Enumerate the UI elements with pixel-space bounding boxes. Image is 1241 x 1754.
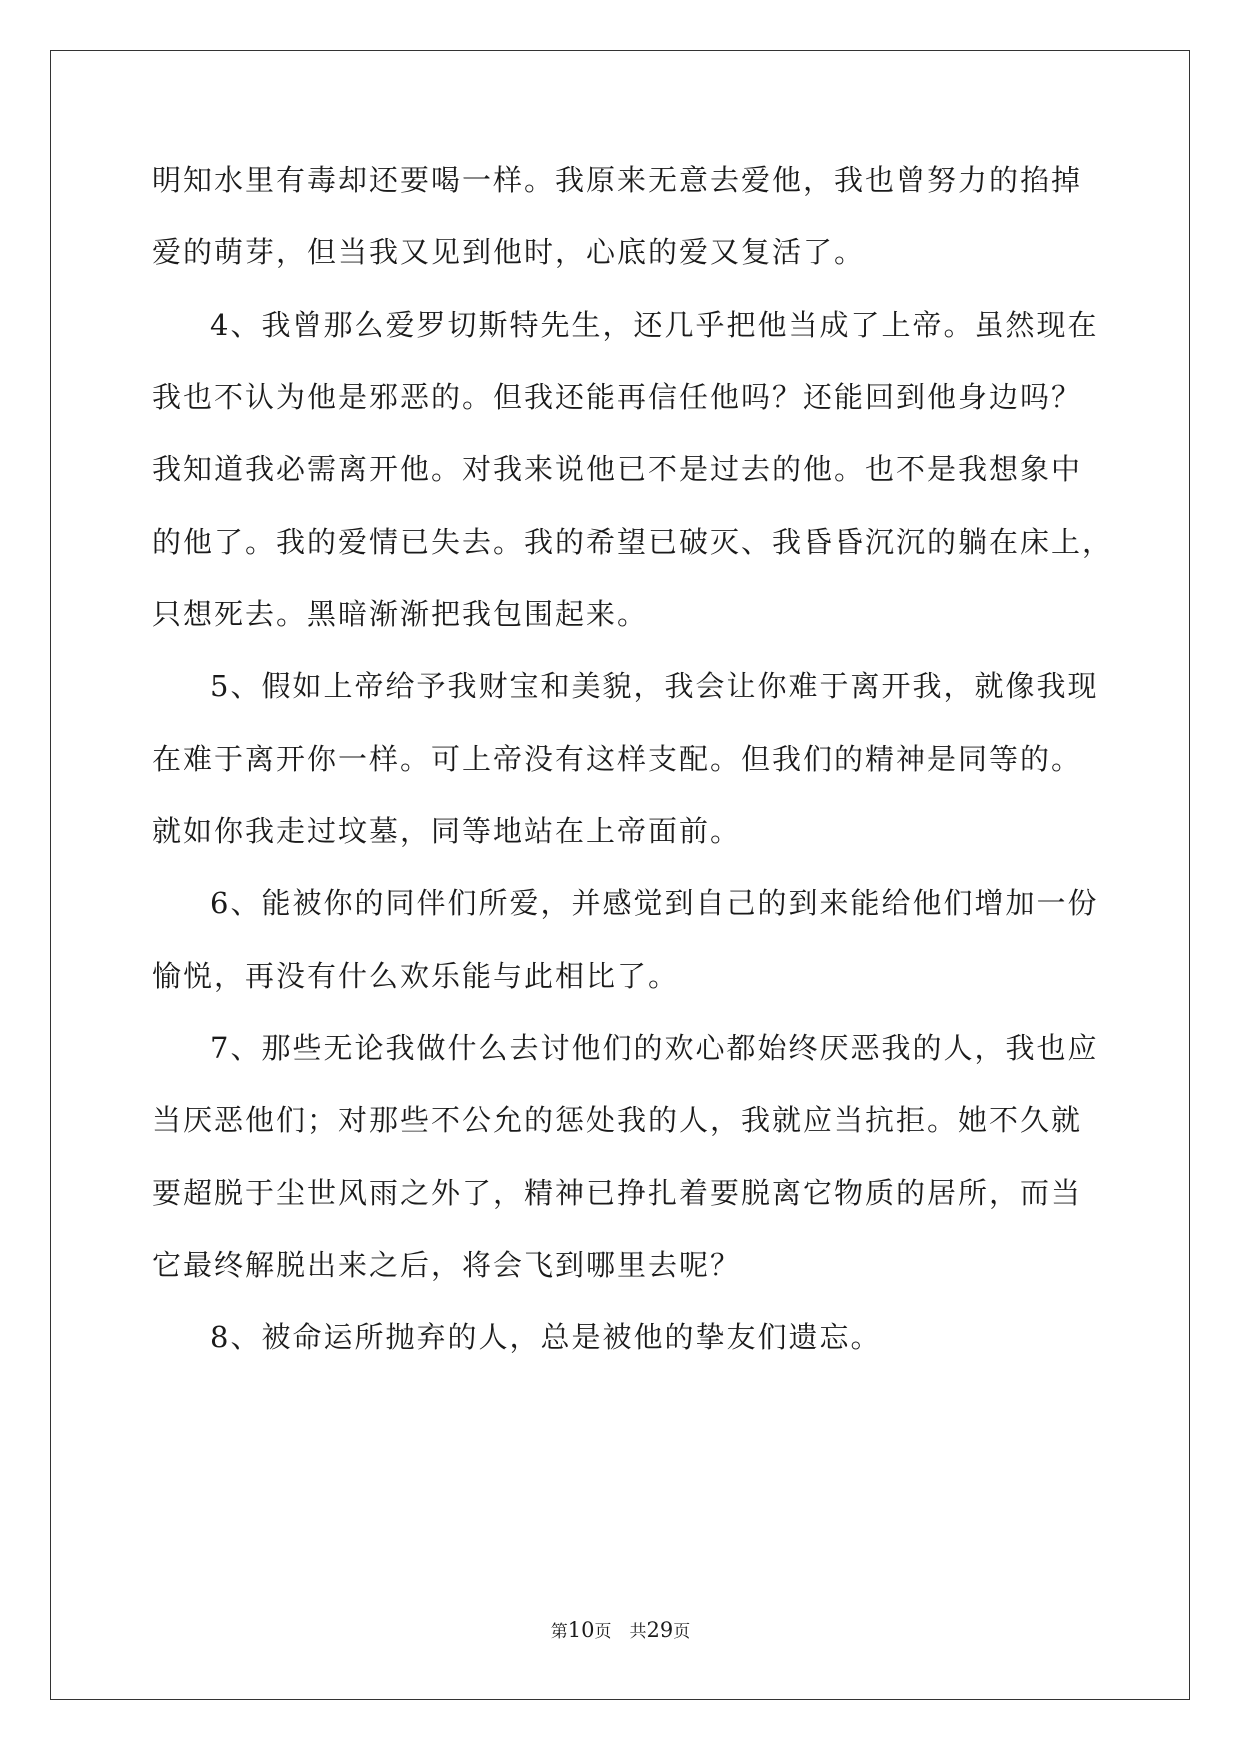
text-line-2: 爱的萌芽，但当我又见到他时，心底的爱又复活了。 bbox=[152, 235, 866, 269]
page-prefix: 第 bbox=[550, 1622, 568, 1642]
paragraph-7-line-3: 要超脱于尘世风雨之外了，精神已挣扎着要脱离它物质的居所，而当 bbox=[152, 1176, 1083, 1210]
paragraph-8-line-1: 8、被命运所抛弃的人，总是被他的挚友们遗忘。 bbox=[210, 1320, 882, 1354]
paragraph-5-line-1: 5、假如上帝给予我财宝和美貌，我会让你难于离开我，就像我现 bbox=[210, 669, 1099, 703]
total-pages: 29 bbox=[646, 1618, 674, 1642]
total-prefix: 共 bbox=[629, 1622, 647, 1642]
page-suffix: 页 bbox=[594, 1622, 612, 1642]
paragraph-4-line-1: 4、我曾那么爱罗切斯特先生，还几乎把他当成了上帝。虽然现在 bbox=[210, 308, 1099, 342]
page-border bbox=[50, 50, 1190, 1700]
page-number: 10 bbox=[567, 1618, 595, 1642]
total-suffix: 页 bbox=[673, 1622, 691, 1642]
paragraph-5-line-2: 在难于离开你一样。可上帝没有这样支配。但我们的精神是同等的。 bbox=[152, 742, 1083, 776]
paragraph-4-line-3: 我知道我必需离开他。对我来说他已不是过去的他。也不是我想象中 bbox=[152, 452, 1083, 486]
page-footer bbox=[0, 1618, 1241, 1644]
paragraph-7-line-4: 它最终解脱出来之后，将会飞到哪里去呢？ bbox=[152, 1248, 742, 1282]
paragraph-4-line-2: 我也不认为他是邪恶的。但我还能再信任他吗？还能回到他身边吗？ bbox=[152, 380, 1083, 414]
paragraph-5-line-3: 就如你我走过坟墓，同等地站在上帝面前。 bbox=[152, 814, 742, 848]
paragraph-4-line-5: 只想死去。黑暗渐渐把我包围起来。 bbox=[152, 597, 649, 631]
paragraph-7-line-2: 当厌恶他们；对那些不公允的惩处我的人，我就应当抗拒。她不久就 bbox=[152, 1103, 1083, 1137]
paragraph-6-line-1: 6、能被你的同伴们所爱，并感觉到自己的到来能给他们增加一份 bbox=[210, 886, 1099, 920]
paragraph-6-line-2: 愉悦，再没有什么欢乐能与此相比了。 bbox=[152, 959, 680, 993]
paragraph-4-line-4: 的他了。我的爱情已失去。我的希望已破灭、我昏昏沉沉的躺在床上， bbox=[152, 525, 1114, 559]
paragraph-7-line-1: 7、那些无论我做什么去讨他们的欢心都始终厌恶我的人，我也应 bbox=[210, 1031, 1099, 1065]
text-line-1: 明知水里有毒却还要喝一样。我原来无意去爱他，我也曾努力的掐掉 bbox=[152, 163, 1083, 197]
